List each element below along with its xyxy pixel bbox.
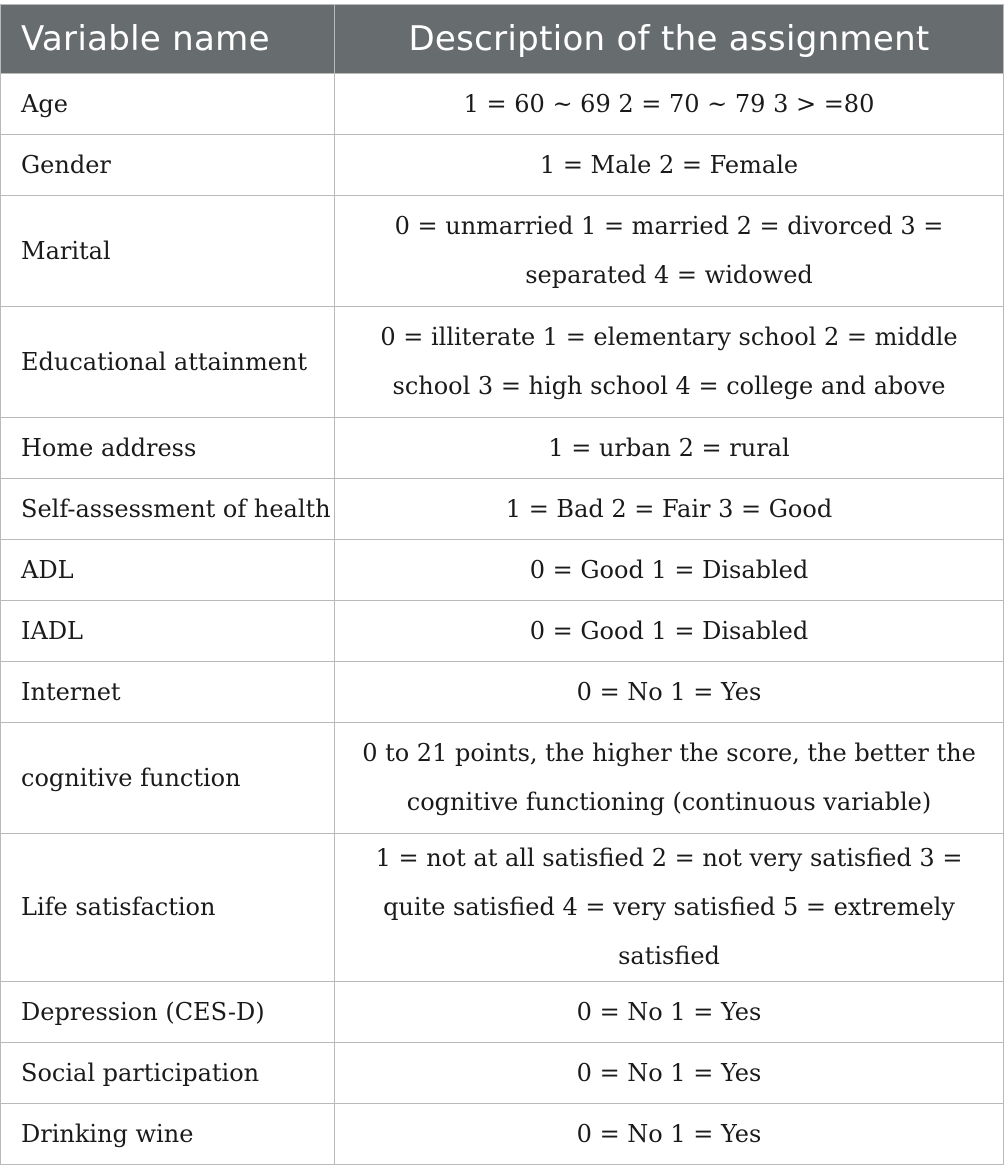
header-description: Description of the assignment (335, 5, 1004, 74)
table-row (1, 74, 1004, 135)
table-row (1, 601, 1004, 662)
description-cell: 1 = not at all satisfied 2 = not very satisfied 3 = quite satisfied 4 = very satisfied 5 = extremely satisfied (335, 834, 1004, 982)
variable-name-cell: Social participation (1, 1043, 335, 1104)
description-cell: 0 = No 1 = Yes (335, 1104, 1004, 1165)
table-row (1, 723, 1004, 834)
description-cell: 0 = Good 1 = Disabled (335, 601, 1004, 662)
table-row (1, 834, 1004, 982)
variable-name-cell: Home address (1, 418, 335, 479)
description-cell: 1 = 60 ~ 69 2 = 70 ~ 79 3 > =80 (335, 74, 1004, 135)
variable-name-cell: IADL (1, 601, 335, 662)
variable-name-cell: ADL (1, 540, 335, 601)
variable-assignment-table (0, 4, 1004, 1165)
description-cell: 0 = illiterate 1 = elementary school 2 = middle school 3 = high school 4 = college and above (335, 307, 1004, 418)
table-header-row (1, 5, 1004, 74)
table-row (1, 479, 1004, 540)
variable-name-cell: Internet (1, 662, 335, 723)
variable-name-cell: Self-assessment of health (1, 479, 335, 540)
table-row (1, 540, 1004, 601)
variable-name-cell: Age (1, 74, 335, 135)
variable-name-cell: Drinking wine (1, 1104, 335, 1165)
variable-name-cell: Gender (1, 135, 335, 196)
description-cell: 1 = Male 2 = Female (335, 135, 1004, 196)
description-cell: 0 = No 1 = Yes (335, 662, 1004, 723)
variable-name-cell: Educational attainment (1, 307, 335, 418)
description-cell: 0 = Good 1 = Disabled (335, 540, 1004, 601)
table-row (1, 307, 1004, 418)
table-row (1, 662, 1004, 723)
table-row (1, 135, 1004, 196)
variable-name-cell: cognitive function (1, 723, 335, 834)
table-row (1, 418, 1004, 479)
description-cell: 0 = unmarried 1 = married 2 = divorced 3 = separated 4 = widowed (335, 196, 1004, 307)
description-cell: 0 to 21 points, the higher the score, the better the cognitive functioning (continuous variable) (335, 723, 1004, 834)
variable-assignment-table-container (0, 4, 1003, 1165)
table-row (1, 982, 1004, 1043)
variable-name-cell: Life satisfaction (1, 834, 335, 982)
description-cell: 1 = urban 2 = rural (335, 418, 1004, 479)
table-row (1, 196, 1004, 307)
description-cell: 1 = Bad 2 = Fair 3 = Good (335, 479, 1004, 540)
table-row (1, 1043, 1004, 1104)
description-cell: 0 = No 1 = Yes (335, 1043, 1004, 1104)
variable-name-cell: Marital (1, 196, 335, 307)
variable-name-cell: Depression (CES-D) (1, 982, 335, 1043)
description-cell: 0 = No 1 = Yes (335, 982, 1004, 1043)
table-row (1, 1104, 1004, 1165)
header-variable-name: Variable name (1, 5, 335, 74)
